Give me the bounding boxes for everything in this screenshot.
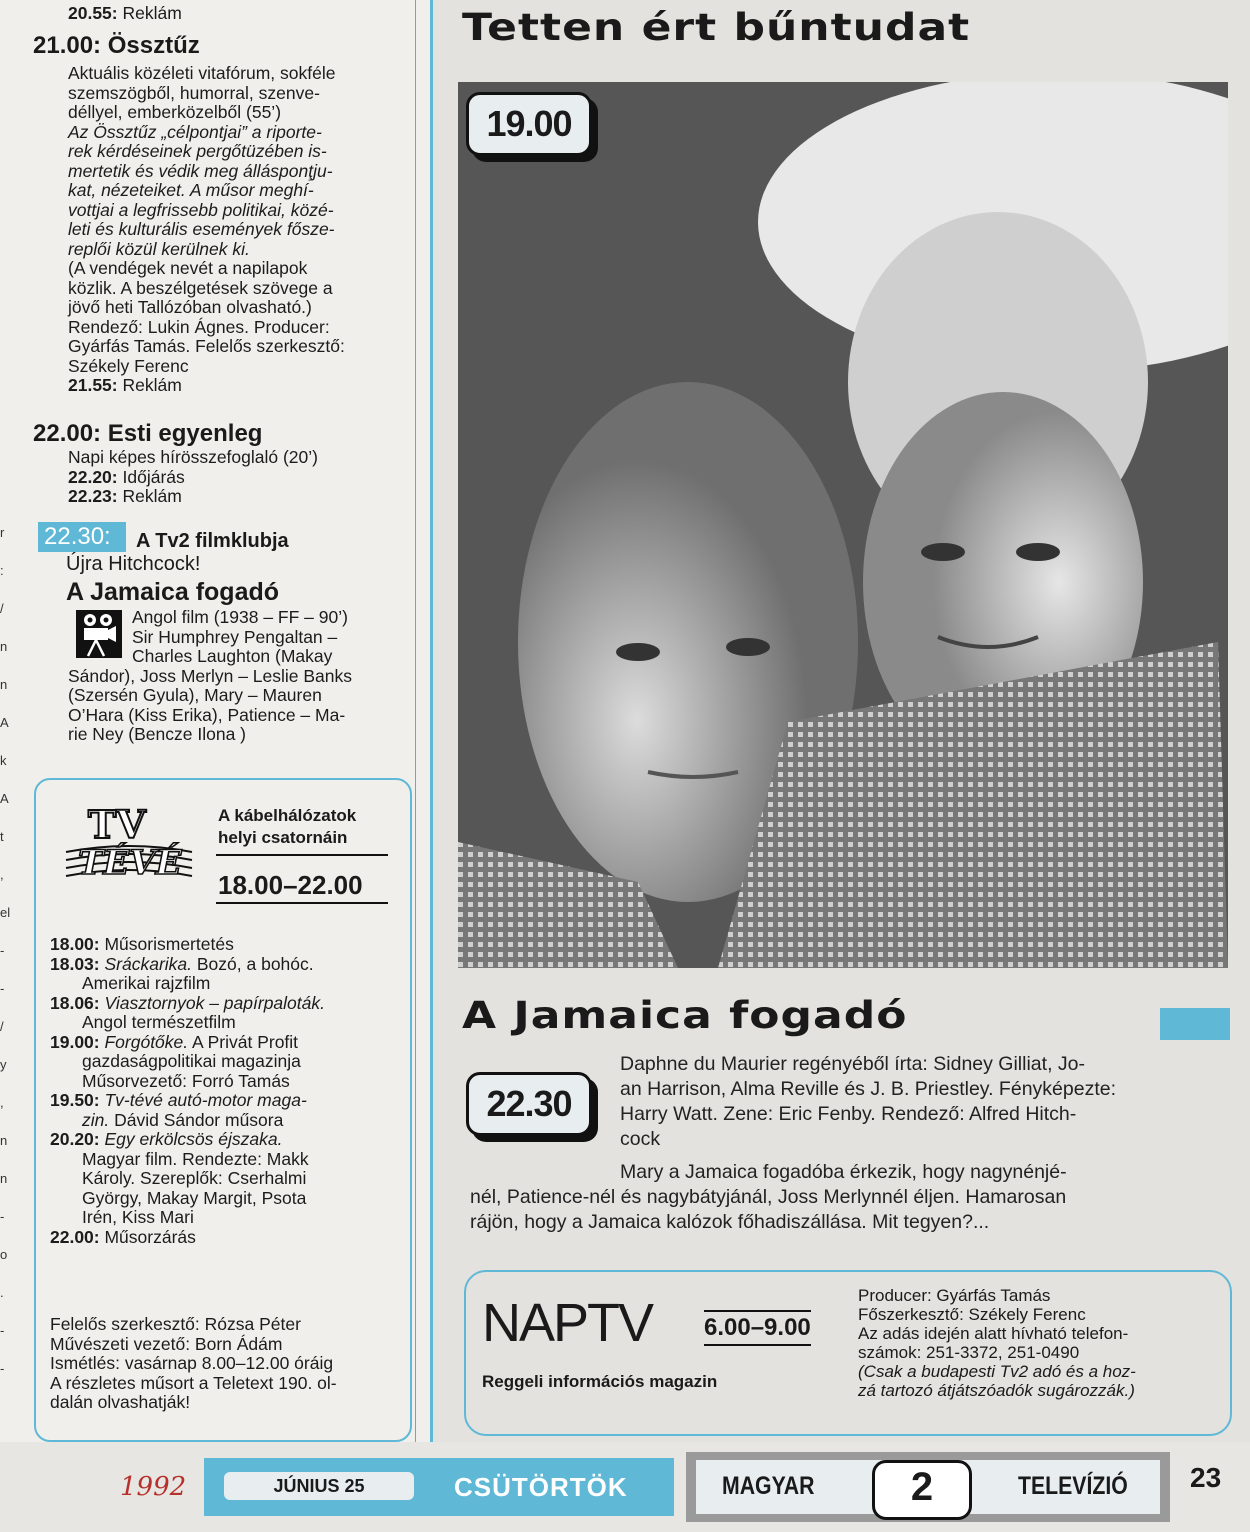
text-line: Székely Ferenc [68, 355, 189, 376]
program-text: Tv-tévé autó-motor maga- [104, 1090, 307, 1110]
text-line: (Szersén Gyula), Mary – Mauren [68, 685, 322, 705]
program-title-osszttuz: 21.00: Össztűz [33, 32, 200, 59]
channel-2-logo-icon [872, 1460, 972, 1520]
teve-continuation: Irén, Kiss Mari [82, 1207, 194, 1227]
column-divider [415, 0, 416, 1442]
text-line: leti és kulturális események fősze- [68, 219, 335, 239]
time-label: 18.00: [50, 934, 105, 954]
edge-fragment: - [0, 943, 5, 958]
text-line: Charles Laughton (Makay [132, 646, 333, 666]
teve-header-1: A kábelhálózatok [218, 806, 357, 825]
teve-rule [216, 902, 388, 904]
program-text: Egy erkölcsös éjszaka. [104, 1129, 283, 1149]
footer-channel-right: TELEVÍZIÓ [1018, 1472, 1128, 1500]
text-line: kat, nézeteiket. A műsor meghí- [68, 180, 314, 200]
naptv-hours: 6.00–9.00 [704, 1310, 811, 1346]
teve-schedule-item [50, 1228, 400, 1248]
program-text: zin. [82, 1109, 110, 1130]
text-line: Mary a Jamaica fogadóba érkezik, hogy nagynénjé- [620, 1161, 1067, 1183]
edge-fragment: o [0, 1247, 8, 1262]
edge-fragment: t [0, 829, 4, 844]
teve-header-2: helyi csatornáin [218, 828, 348, 847]
text-line: rek kérdéseinek pergőtüzében is- [68, 141, 327, 161]
edge-fragment: n [0, 1133, 8, 1148]
text-line: Az adás idején alatt hívható telefon- [858, 1324, 1129, 1343]
text-line: rájön, hogy a Jamaica kalózok főhadiszállása. Mit tegyen?... [470, 1211, 990, 1233]
naptv-box [464, 1270, 1232, 1436]
text-line: Harry Watt. Zene: Eric Fenby. Rendező: Alfred Hitch- [620, 1103, 1077, 1125]
film-title-right: A Jamaica fogadó [462, 994, 908, 1038]
naptv-logo: NAPTV [482, 1293, 653, 1353]
time-label: 19.50: [50, 1090, 105, 1110]
teve-logo-icon [60, 808, 200, 888]
text-line: Producer: Gyárfás Tamás [858, 1286, 1051, 1305]
text-line: A részletes műsort a Teletext 190. ol- [50, 1372, 337, 1393]
filmklub-title: A Tv2 filmklubja [136, 530, 289, 552]
footer-channel-left: MAGYAR [722, 1472, 815, 1500]
schedule-item: 20.55: Reklám [68, 3, 182, 23]
text-line: Aktuális közéleti vitafórum, sokféle [68, 63, 336, 83]
film-camera-icon [76, 610, 122, 658]
text-line: rie Ney (Bencze Ilona ) [68, 724, 246, 744]
teve-footer [50, 1315, 400, 1413]
program-text: A Privát Profit [188, 1031, 299, 1052]
text-line: számok: 251-3372, 251-0490 [858, 1343, 1080, 1362]
teve-continuation: gazdaságpolitikai magazinja [82, 1051, 301, 1071]
teve-logo-text: TÉVÉ [78, 843, 182, 883]
text-line: Művészeti vezető: Born Ádám [50, 1333, 283, 1354]
teve-schedule-item [50, 1091, 400, 1111]
time-label: 20.20: [50, 1129, 105, 1149]
text-line: Gyárfás Tamás. Felelős szerkesztő: [68, 336, 345, 356]
text-line: mertetik és védik meg állásponţju- [68, 160, 333, 181]
film-title-left: A Jamaica fogadó [66, 578, 280, 606]
time-label: 18.06: [50, 992, 105, 1013]
teve-schedule [50, 935, 400, 1247]
program-text: Forgótőke. [104, 1031, 189, 1052]
teve-continuation: Károly. Szereplők: Cserhalmi [82, 1168, 307, 1188]
teve-hours: 18.00–22.00 [218, 870, 363, 900]
edge-fragment: / [0, 601, 4, 616]
footer-channel-band [686, 1452, 1170, 1522]
text-line: an Harrison, Alma Reville és J. B. Priestley. Fényképezte: [620, 1078, 1117, 1100]
text-line: Daphne du Maurier regényéből írta: Sidney Gilliat, Jo- [620, 1053, 1085, 1075]
teve-schedule-item [50, 1033, 400, 1053]
text-line: zá tartozó átjátszóadók sugározzák.) [858, 1381, 1135, 1400]
time-highlight [38, 522, 126, 552]
text-line: Felelős szerkesztő: Rózsa Péter [50, 1314, 301, 1334]
teve-box [34, 778, 412, 1442]
accent-divider [430, 0, 433, 1442]
program-text: Viasztornyok – papírpaloták. [104, 992, 325, 1013]
time-box-1900: 19.00 [466, 92, 592, 156]
text-line: Főszerkesztő: Székely Ferenc [858, 1305, 1086, 1324]
teve-continuation: György, Makay Margit, Psota [82, 1187, 307, 1208]
teve-schedule-item [50, 1130, 400, 1150]
text-line: déllyel, emberközelből (55’) [68, 102, 282, 122]
edge-fragment: - [0, 1209, 5, 1224]
filmklub-time: 22.30: [44, 523, 111, 550]
text-line: cock [620, 1128, 661, 1150]
time-label: 22.00: [50, 1226, 105, 1247]
edge-fragment: A [0, 715, 9, 730]
text-line: vottjai a legfrissebb politikai, közé- [68, 199, 334, 220]
text-line: jövő heti Tallózóban olvasható.) [68, 297, 312, 317]
headline: Tetten ért bűntudat [462, 6, 971, 50]
edge-fragment: k [0, 753, 7, 768]
footer-day: CSÜTÖRTÖK [454, 1472, 628, 1502]
edge-fragment: A [0, 791, 9, 806]
teve-schedule-item [50, 935, 400, 955]
footer-date: JÚNIUS 25 [224, 1472, 414, 1500]
text-line: Rendező: Lukin Ágnes. Producer: [68, 316, 330, 337]
program-text: Sráckarika. [104, 953, 193, 974]
text-line: szemszögből, humorral, szenve- [68, 82, 320, 103]
footer-year: 1992 [120, 1472, 187, 1502]
edge-fragment: - [0, 1361, 5, 1376]
accent-block [1160, 1008, 1230, 1040]
program-text: Műsorzárás [104, 1226, 196, 1247]
time-label: 19.00: [50, 1031, 105, 1052]
edge-fragment: n [0, 639, 8, 654]
program-text: Műsorismertetés [104, 934, 234, 954]
text-line: replői közül kerülnek ki. [68, 238, 250, 259]
footer-channel-num: 2 [910, 1465, 934, 1509]
osszttuz-description [68, 64, 408, 396]
text-line: nél, Patience-nél és nagybátyjánál, Joss Merlynnél éljen. Hamarosan [470, 1186, 1067, 1208]
edge-fragment: r [0, 525, 5, 540]
text-line: (A vendégek nevét a napilapok [68, 258, 308, 278]
text-line: Ismétlés: vasárnap 8.00–12.00 óráig [50, 1353, 334, 1373]
teve-continuation: zin. Dávid Sándor műsora [82, 1109, 284, 1130]
page-number: 23 [1190, 1462, 1222, 1493]
text-line: közlik. A beszélgetések szövege a [68, 277, 333, 298]
edge-fragment: . [0, 1285, 4, 1300]
time-label: 21.55: [68, 375, 118, 395]
edge-fragment: , [0, 1095, 4, 1110]
text-line: Sir Humphrey Pengaltan – [132, 626, 338, 647]
left-edge-fragments [0, 0, 14, 1442]
teve-continuation: Amerikai rajzfilm [82, 973, 211, 993]
text-line: Az Össztűz „célpontjai” a riporte- [68, 121, 322, 142]
edge-fragment: n [0, 1171, 8, 1186]
teve-logo-tv: TV [88, 808, 146, 847]
teve-schedule-item [50, 994, 400, 1014]
edge-fragment: - [0, 981, 5, 996]
edge-fragment: , [0, 867, 4, 882]
program-title-esti: 22.00: Esti egyenleg [33, 420, 263, 447]
film-description-plot [470, 1160, 1230, 1235]
edge-fragment: : [0, 563, 4, 578]
film-description-credits [620, 1052, 1230, 1152]
naptv-subtitle: Reggeli információs magazin [482, 1372, 718, 1391]
time-box-2230: 22.30 [466, 1072, 592, 1136]
edge-fragment: n [0, 677, 8, 692]
film-credits-left [68, 607, 412, 745]
text-line: Angol film (1938 – FF – 90’) [132, 607, 348, 627]
esti-description: Napi képes hírösszefoglaló (20’) 22.20: Időjárás 22.23: Reklám [68, 447, 318, 506]
teve-continuation: Magyar film. Rendezte: Makk [82, 1148, 309, 1169]
teve-continuation: Angol természetfilm [82, 1012, 236, 1032]
teve-continuation: Műsorvezető: Forró Tamás [82, 1070, 290, 1091]
schedule-item: 21.55: Reklám [68, 375, 182, 395]
edge-fragment: el [0, 905, 11, 920]
footer-date-band [204, 1458, 674, 1516]
time-label: 18.03: [50, 953, 105, 974]
program-text: Bozó, a bohóc. [192, 953, 314, 974]
text-line: O’Hara (Kiss Erika), Patience – Ma- [68, 704, 346, 725]
naptv-info [858, 1286, 1218, 1400]
film-still-photo [458, 82, 1228, 968]
edge-fragment: - [0, 1323, 5, 1338]
text-line: (Csak a budapesti Tv2 adó és a hoz- [858, 1362, 1136, 1381]
text-line: dalán olvashatják! [50, 1392, 191, 1412]
edge-fragment: / [0, 1019, 4, 1034]
text-line: Sándor), Joss Merlyn – Leslie Banks [68, 665, 353, 686]
edge-fragment: y [0, 1057, 7, 1072]
teve-schedule-item [50, 955, 400, 975]
teve-rule [216, 854, 388, 856]
filmklub-sub: Újra Hitchcock! [66, 553, 201, 575]
